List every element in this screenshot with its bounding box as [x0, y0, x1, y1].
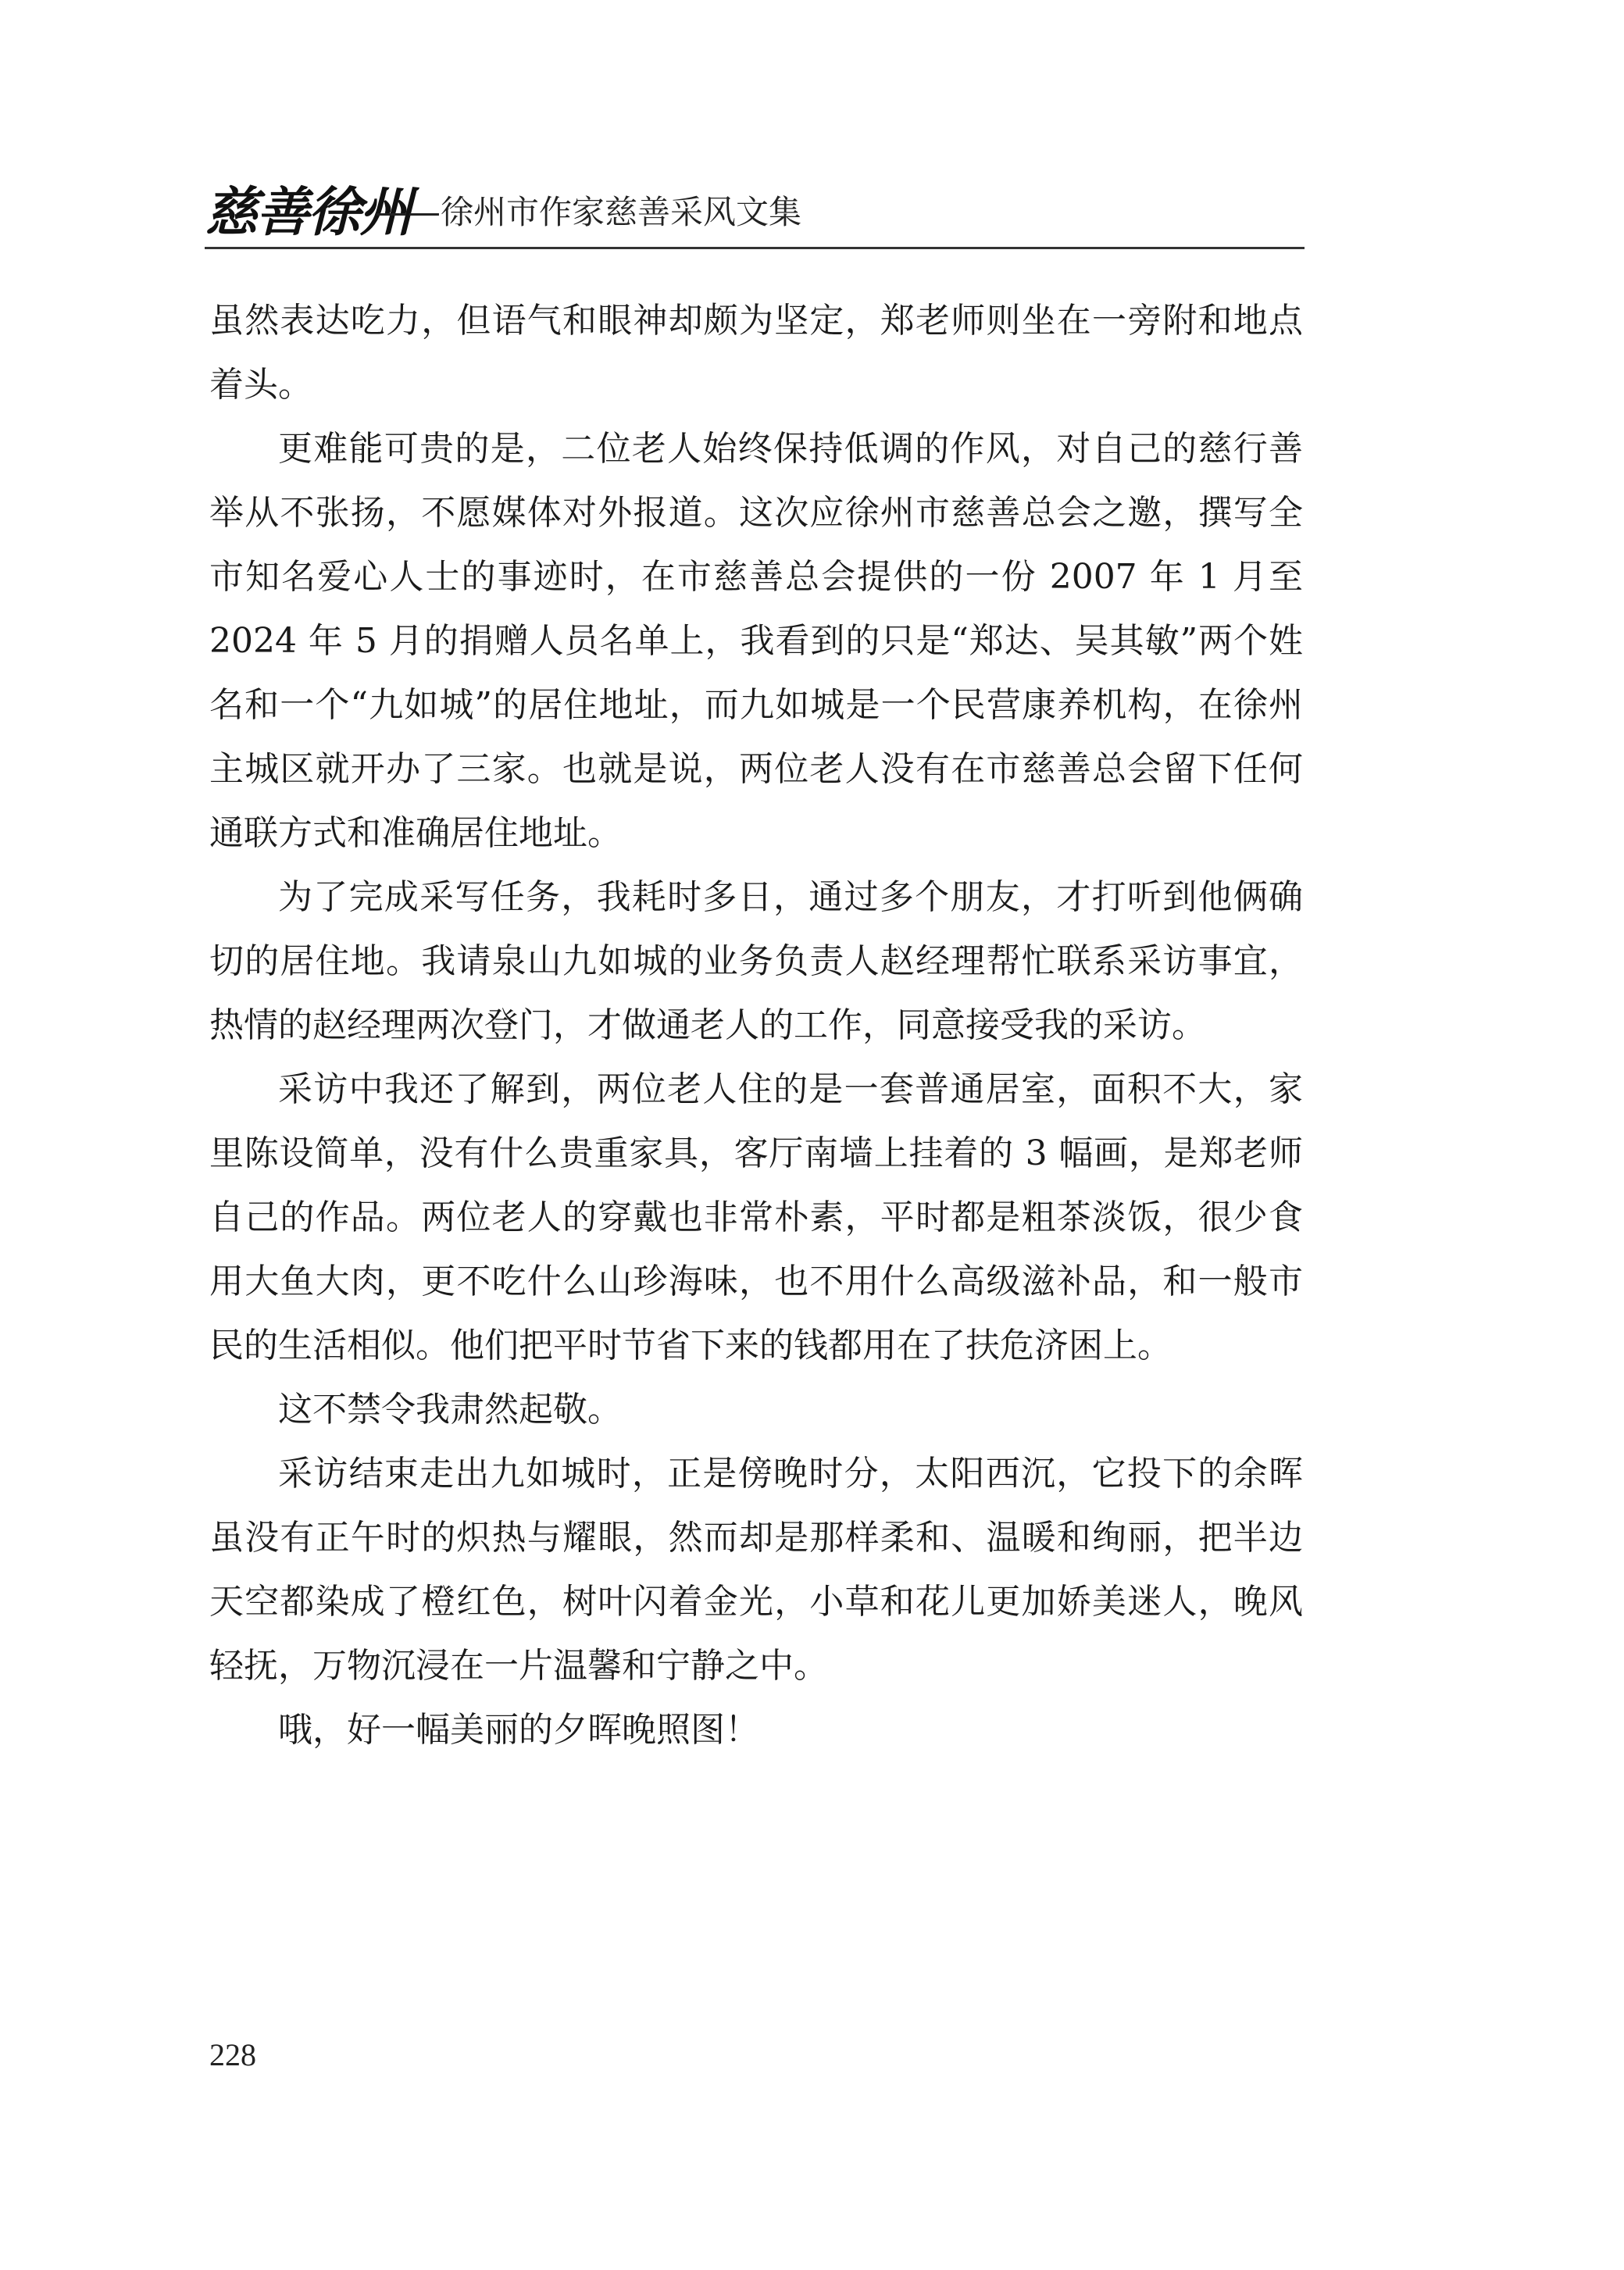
- paragraph: 采访中我还了解到，两位老人住的是一套普通居室，面积不大，家里陈设简单，没有什么贵重家具，客厅南墙上挂着的 3 幅画，是郑老师自己的作品。两位老人的穿戴也非常朴素，平时都是粗茶淡饭，很少食用大鱼大肉，更不吃什么山珍海味，也不用什么高级滋补品，和一般市民的生活相似。他们把平时节省下来的钱都用在了扶危济困上。: [209, 1069, 1303, 1365]
- paragraph-continued: 虽然表达吃力，但语气和眼神却颇为坚定，郑老师则坐在一旁附和地点着头。: [209, 301, 1303, 405]
- paragraph: 为了完成采写任务，我耗时多日，通过多个朋友，才打听到他俩确切的居住地。我请泉山九如城的业务负责人赵经理帮忙联系采访事宜，热情的赵经理两次登门，才做通老人的工作，同意接受我的采访。: [209, 877, 1303, 1045]
- paragraph: 这不禁令我肃然起敬。: [278, 1390, 622, 1429]
- body-text: [209, 289, 1303, 1762]
- page-number: 228: [209, 2037, 256, 2072]
- running-header: [205, 181, 1305, 244]
- paragraph: 采访结束走出九如城时，正是傍晚时分，太阳西沉，它投下的余晖虽没有正午时的炽热与耀眼，然而却是那样柔和、温暖和绚丽，把半边天空都染成了橙红色，树叶闪着金光，小草和花儿更加娇美迷人，晚风轻抚，万物沉浸在一片温馨和宁静之中。: [209, 1454, 1303, 1686]
- book-subtitle: ——徐州市作家慈善采风文集: [375, 193, 802, 231]
- header-divider: [205, 247, 1305, 249]
- paragraph: 更难能可贵的是，二位老人始终保持低调的作风，对自己的慈行善举从不张扬，不愿媒体对外报道。这次应徐州市慈善总会之邀，撰写全市知名爱心人士的事迹时，在市慈善总会提供的一份 2007 年 1 月至 2024 年 5 月的捐赠人员名单上，我看到的只是“郑达、吴其敏”两个姓名和一个“九如城”的居住地址，而九如城是一个民营康养机构，在徐州主城区就开办了三家。也就是说，两位老人没有在市慈善总会留下任何通联方式和准确居住地址。: [209, 429, 1303, 853]
- paragraph: 哦，好一幅美丽的夕晖晚照图！: [278, 1710, 759, 1750]
- book-logo-calligraphy: 慈善徐州: [205, 181, 412, 244]
